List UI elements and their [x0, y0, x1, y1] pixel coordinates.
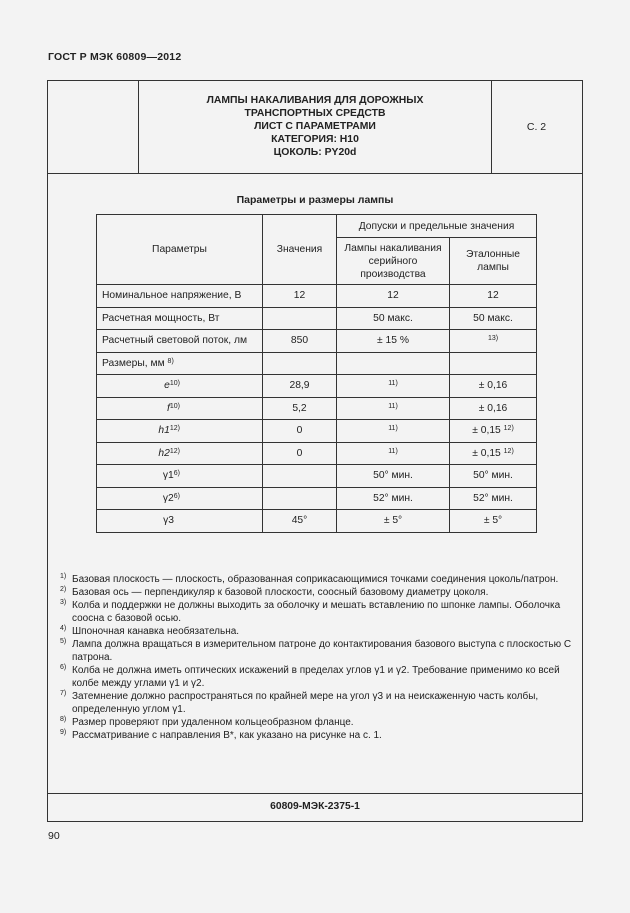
footnote-ref: 11) [388, 425, 398, 433]
footnote [60, 664, 574, 690]
value-cell: 850 [263, 330, 337, 353]
table-row [97, 465, 537, 488]
serial-cell [337, 397, 450, 420]
section-title: Параметры и размеры лампы [236, 194, 394, 206]
reference-cell: ± 5° [450, 510, 537, 533]
reference-cell [450, 330, 537, 353]
footnote-ref: 12) [169, 447, 180, 455]
footnote-ref: 12) [169, 425, 180, 433]
reference-cell: 50° мин. [450, 465, 537, 488]
footnote-ref: 12) [503, 447, 514, 455]
footnote-text: Рассматривание с направления В*, как указано на рисунке на с. 1. [72, 730, 382, 741]
reference-cell [450, 420, 537, 443]
serial-cell: 50° мин. [337, 465, 450, 488]
sheet-header [48, 81, 582, 174]
footnote-ref: 11) [388, 447, 398, 455]
table-row [97, 487, 537, 510]
param-name: e [164, 380, 170, 392]
title-line: КАТЕГОРИЯ: Н10 [271, 134, 359, 145]
serial-cell: 52° мин. [337, 487, 450, 510]
serial-cell [337, 442, 450, 465]
table-row [97, 352, 537, 375]
param-cell [97, 285, 263, 308]
footnote-ref: 6) [173, 492, 180, 500]
reference-cell: 50 макс. [450, 307, 537, 330]
footnote-text: Базовая ось — перпендикуляр к базовой плоскости, соосный базовому диаметру цоколя. [72, 587, 489, 598]
serial-cell: 12 [337, 285, 450, 308]
title-line: ЛИСТ С ПАРАМЕТРАМИ [254, 121, 376, 132]
value-cell [263, 307, 337, 330]
table-row [97, 420, 537, 443]
footnote-ref: 11) [388, 402, 398, 410]
param-cell [97, 330, 263, 353]
param-cell [97, 352, 263, 375]
reference-value: ± 0,15 [472, 447, 501, 459]
footnote-number: 1) [60, 573, 67, 580]
param-name: Расчетный световой поток, лм [102, 335, 248, 347]
param-name: γ1 [162, 470, 174, 482]
sheet-frame [47, 80, 583, 822]
footnote-ref: 8) [167, 357, 174, 365]
table-row [97, 330, 537, 353]
param-name: γ2 [162, 492, 174, 504]
param-cell [97, 420, 263, 443]
footnotes [60, 573, 574, 742]
footnote-number: 2) [60, 586, 67, 593]
table-row [97, 285, 537, 308]
header-left-cell [48, 81, 139, 173]
value-cell [263, 352, 337, 375]
header-serial-lamps: Лампы накаливания серийного производства [337, 238, 450, 285]
footnote-number: 8) [60, 716, 67, 723]
value-cell: 0 [263, 420, 337, 443]
sheet-page-label: С. 2 [526, 121, 547, 133]
header-values: Значения [263, 215, 337, 285]
table-row [97, 510, 537, 533]
value-cell [263, 487, 337, 510]
footnote-ref: 13) [487, 335, 499, 343]
footnote-ref: 6) [173, 470, 180, 478]
footnote-number: 3) [60, 599, 67, 606]
footnote-text: Затемнение должно распространяться по крайней мере на угол γ3 и на неискаженную часть колбы, определенную углом γ1. [72, 691, 539, 715]
table-row [97, 397, 537, 420]
title-line: ЛАМПЫ НАКАЛИВАНИЯ ДЛЯ ДОРОЖНЫХ [206, 95, 424, 106]
footnote-ref: 10) [169, 402, 180, 410]
footnote-number: 5) [60, 638, 67, 645]
value-cell: 45° [263, 510, 337, 533]
serial-cell: 50 макс. [337, 307, 450, 330]
value-cell: 12 [263, 285, 337, 308]
table-row [97, 307, 537, 330]
header-tolerances: Допуски и предельные значения [337, 215, 537, 238]
title-line: ТРАНСПОРТНЫХ СРЕДСТВ [244, 108, 386, 119]
reference-cell: ± 0,16 [450, 375, 537, 398]
page-number: 90 [48, 830, 60, 842]
footnote-text: Базовая плоскость — плоскость, образованная соприкасающимися точками соединения цоколь/патрон. [72, 574, 559, 585]
parameters-table [96, 214, 537, 533]
reference-cell [450, 352, 537, 375]
value-cell: 5,2 [263, 397, 337, 420]
footer-divider [48, 793, 582, 794]
param-name: Расчетная мощность, Вт [102, 312, 220, 324]
table-row [97, 375, 537, 398]
sheet-title [139, 94, 491, 159]
footnote [60, 573, 574, 586]
footnote-text: Колба и поддержки не должны выходить за оболочку и мешать вставлению по шпонке лампы. Оболочка соосна с базовой осью. [72, 600, 561, 624]
footnote-ref: 10) [169, 380, 180, 388]
table-row [97, 442, 537, 465]
serial-cell: ± 15 % [337, 330, 450, 353]
footnote [60, 716, 574, 729]
standard-designation: ГОСТ Р МЭК 60809—2012 [48, 51, 182, 63]
param-cell [97, 510, 263, 533]
header-reference-lamps: Эталонные лампы [450, 238, 537, 285]
footnote-ref: 12) [503, 425, 514, 433]
value-cell [263, 465, 337, 488]
footnote [60, 625, 574, 638]
param-name: h2 [158, 447, 170, 459]
footnote [60, 690, 574, 716]
param-cell [97, 375, 263, 398]
serial-cell: ± 5° [337, 510, 450, 533]
param-cell [97, 442, 263, 465]
param-cell [97, 487, 263, 510]
footnote [60, 599, 574, 625]
footnote-number: 6) [60, 664, 67, 671]
reference-cell [450, 442, 537, 465]
footnote-number: 4) [60, 625, 67, 632]
serial-cell [337, 352, 450, 375]
param-name: Размеры, мм [102, 357, 165, 369]
param-cell [97, 397, 263, 420]
reference-value: ± 0,15 [472, 425, 501, 437]
value-cell: 0 [263, 442, 337, 465]
footnote-text: Размер проверяют при удаленном кольцеобразном фланце. [72, 717, 354, 728]
param-name: h1 [158, 425, 170, 437]
footnote [60, 638, 574, 664]
param-cell [97, 307, 263, 330]
footnote-text: Шпоночная канавка необязательна. [72, 626, 240, 637]
footnote-number: 9) [60, 729, 67, 736]
param-name: γ3 [163, 515, 174, 527]
header-parameters: Параметры [97, 215, 263, 285]
param-name: Номинальное напряжение, В [102, 290, 242, 302]
reference-cell: 12 [450, 285, 537, 308]
title-line: ЦОКОЛЬ: PY20d [273, 147, 357, 158]
serial-cell [337, 375, 450, 398]
footnote-text: Лампа должна вращаться в измерительном патроне до контактирования базового выступа с плоскостью С патрона. [72, 639, 572, 663]
footnote-text: Колба не должна иметь оптических искажений в пределах углов γ1 и γ2. Требование применимо ко всей колбе между углами γ1 и γ2. [72, 665, 560, 689]
footnote-number: 7) [60, 690, 67, 697]
reference-cell: ± 0,16 [450, 397, 537, 420]
footnote [60, 586, 574, 599]
param-name: f [167, 402, 170, 414]
reference-cell: 52° мин. [450, 487, 537, 510]
param-cell [97, 465, 263, 488]
footnote [60, 729, 574, 742]
serial-cell [337, 420, 450, 443]
footnote-ref: 11) [388, 380, 398, 388]
sheet-code: 60809-МЭК-2375-1 [270, 801, 360, 812]
value-cell: 28,9 [263, 375, 337, 398]
